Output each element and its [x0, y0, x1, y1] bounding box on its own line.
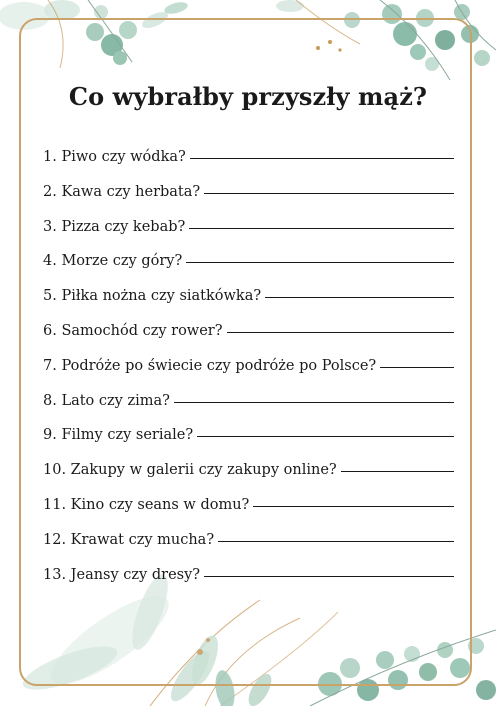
answer-line[interactable]: [227, 331, 454, 333]
question-item: [43, 184, 454, 219]
answer-line[interactable]: [253, 505, 454, 507]
question-text: 9. Filmy czy seriale?: [43, 427, 194, 444]
question-text: 1. Piwo czy wódka?: [43, 149, 186, 165]
answer-line[interactable]: [186, 261, 454, 263]
question-text: 6. Samochód czy rower?: [43, 322, 223, 339]
question-text: 7. Podróże po świecie czy podróże po Polsce?: [43, 357, 377, 374]
answer-line[interactable]: [189, 227, 454, 229]
page-title: Co wybrałby przyszły mąż?: [68, 82, 428, 111]
question-item: [43, 253, 454, 288]
question-text: 4. Morze czy góry?: [43, 253, 183, 270]
question-item: [43, 427, 454, 462]
answer-line[interactable]: [204, 575, 454, 577]
answer-line[interactable]: [204, 192, 454, 194]
answer-line[interactable]: [218, 540, 454, 542]
question-text: 10. Zakupy w galerii czy zakupy online?: [43, 462, 337, 479]
answer-line[interactable]: [190, 157, 454, 159]
question-text: 8. Lato czy zima?: [43, 392, 170, 409]
question-item: [43, 497, 454, 532]
question-item: [43, 393, 454, 428]
answer-line[interactable]: [197, 435, 454, 437]
answer-line[interactable]: [174, 401, 454, 403]
question-text: 5. Piłka nożna czy siatkówka?: [43, 288, 262, 305]
question-item: [43, 149, 454, 184]
question-item: [43, 323, 454, 358]
question-text: 11. Kino czy seans w domu?: [43, 496, 250, 513]
question-item: [43, 219, 454, 254]
question-item: [43, 288, 454, 323]
question-item: [43, 532, 454, 567]
answer-line[interactable]: [380, 366, 454, 368]
question-text: 2. Kawa czy herbata?: [43, 183, 201, 200]
question-item: [43, 462, 454, 497]
question-item: [43, 567, 454, 602]
question-text: 3. Pizza czy kebab?: [43, 218, 186, 235]
question-list: [43, 149, 454, 601]
question-text: 12. Krawat czy mucha?: [43, 531, 215, 548]
answer-line[interactable]: [265, 296, 454, 298]
answer-line[interactable]: [341, 470, 454, 472]
question-text: 13. Jeansy czy dresy?: [43, 566, 201, 583]
question-item: [43, 358, 454, 393]
